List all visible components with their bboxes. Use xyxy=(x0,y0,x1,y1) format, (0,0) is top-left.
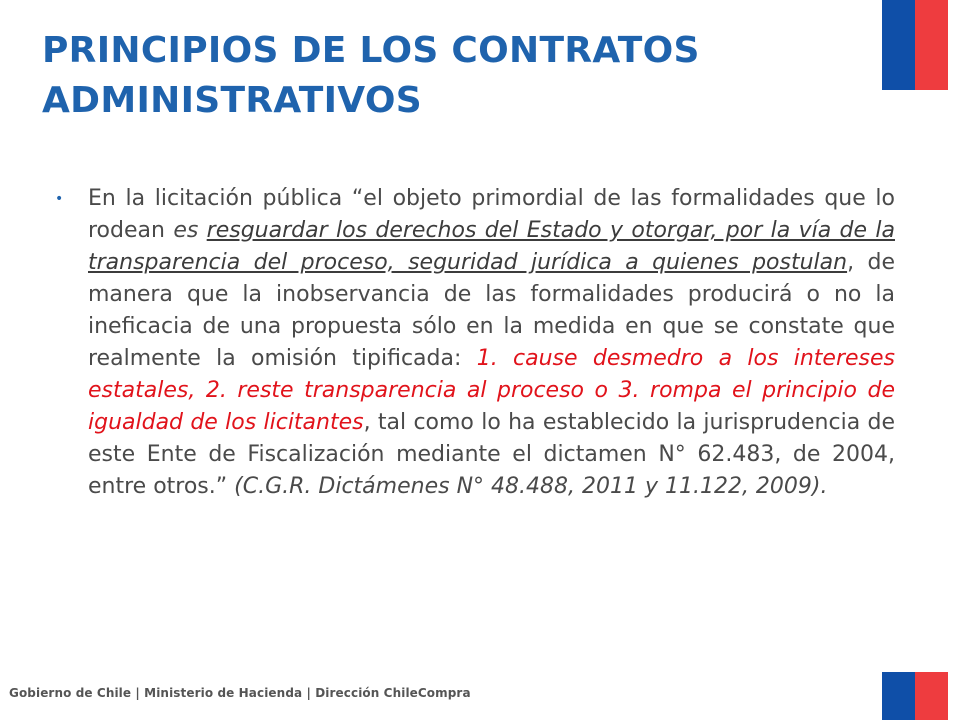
quote-paragraph xyxy=(88,183,895,503)
flag-blue-stripe xyxy=(882,672,915,720)
slide-title-line-1: PRINCIPIOS DE LOS CONTRATOS xyxy=(42,30,700,71)
flag-red-stripe xyxy=(915,672,948,720)
paragraph-underlined-segment: resguardar los derechos del Estado y otorgar, por la vía de la transparencia del proceso, seguridad jurídica a quienes postulan xyxy=(88,218,895,275)
flag-red-stripe xyxy=(915,0,948,90)
footer-text: Gobierno de Chile | Ministerio de Hacienda | Dirección ChileCompra xyxy=(9,686,471,700)
content-list xyxy=(55,183,895,503)
flag-logo-bottom xyxy=(882,672,948,720)
paragraph-segment-2: es xyxy=(173,218,207,243)
paragraph-segment-4: , de manera que la inobservancia de las formalidades producirá o no la ineficacia de una propuesta sólo en la medida en que se constate que realmente la omisión tipificada: xyxy=(88,250,895,371)
bullet-icon: • xyxy=(55,191,64,207)
paragraph-citation: (C.G.R. Dictámenes N° 48.488, 2011 y 11.122, 2009). xyxy=(234,474,828,499)
flag-blue-stripe xyxy=(882,0,915,90)
paragraph-red-segment: 1. cause desmedro a los intereses estatales, 2. reste transparencia al proceso o 3. rompa el principio de igualdad de los licitantes xyxy=(88,346,895,435)
paragraph-segment-1: En la licitación pública “el objeto primordial de las formalidades que lo rodean xyxy=(88,186,895,243)
slide-title-line-2: ADMINISTRATIVOS xyxy=(42,80,422,121)
list-item xyxy=(55,183,895,503)
flag-logo-top xyxy=(882,0,948,90)
paragraph-segment-6: , tal como lo ha establecido la jurisprudencia de este Ente de Fiscalización mediante el dictamen N° 62.483, de 2004, entre otros.” xyxy=(88,410,895,499)
slide-title xyxy=(42,26,862,126)
